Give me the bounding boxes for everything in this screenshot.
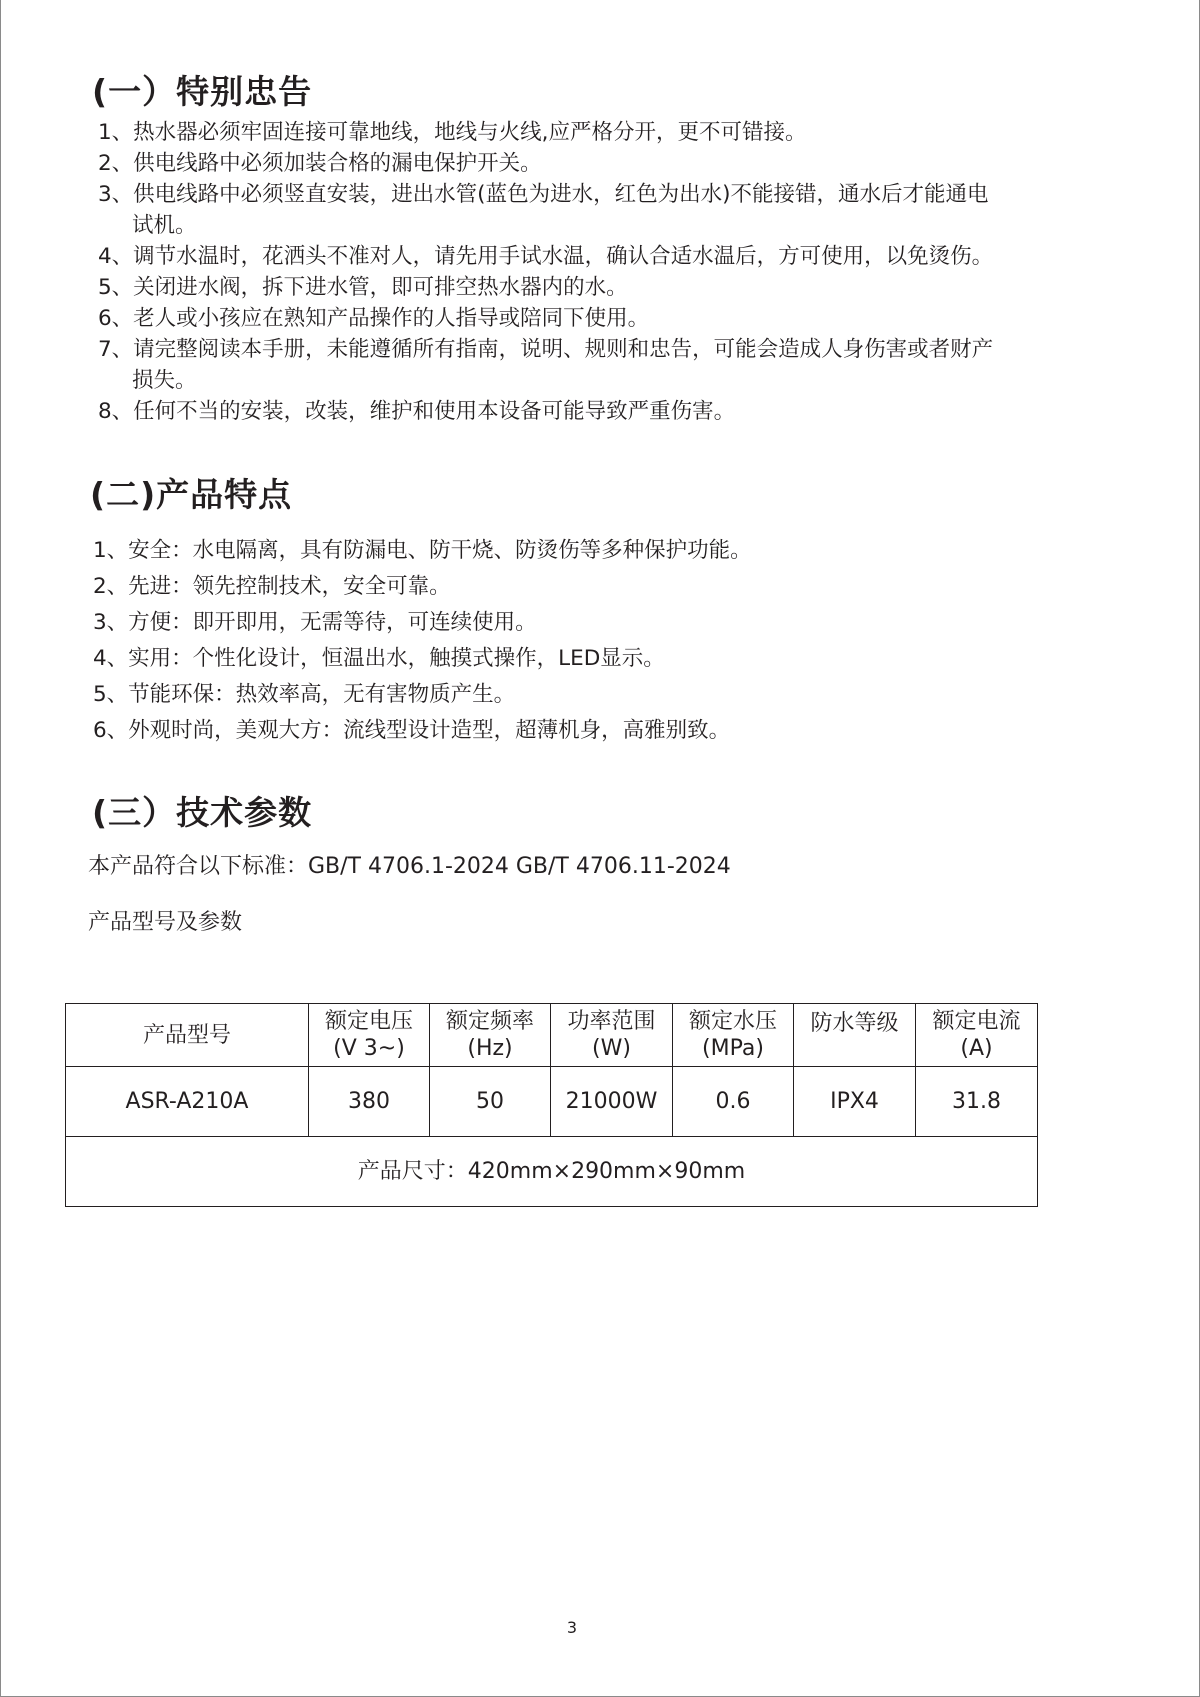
feature-item: 1、安全：水电隔离，具有防漏电、防干烧、防烫伤等多种保护功能。 bbox=[93, 538, 752, 563]
cell-current: 31.8 bbox=[916, 1067, 1038, 1137]
feature-item: 5、节能环保：热效率高，无有害物质产生。 bbox=[93, 682, 516, 707]
warning-item: 8、任何不当的安装，改装，维护和使用本设备可能导致严重伤害。 bbox=[98, 399, 736, 424]
feature-item: 2、先进：领先控制技术，安全可靠。 bbox=[93, 574, 451, 599]
header-cell-current: 额定电流 (A) bbox=[916, 1004, 1038, 1067]
feature-item: 3、方便：即开即用，无需等待，可连续使用。 bbox=[93, 610, 537, 635]
header-cell-pressure: 额定水压 (MPa) bbox=[673, 1004, 794, 1067]
header-cell-model: 产品型号 bbox=[66, 1004, 309, 1067]
standard-statement: 本产品符合以下标准：GB/T 4706.1-2024 GB/T 4706.11-2024 bbox=[88, 854, 731, 879]
header-cell-voltage: 额定电压 (V 3~) bbox=[309, 1004, 430, 1067]
section-title-warnings: (一）特别忠告 bbox=[92, 72, 313, 111]
section-title-features: (二)产品特点 bbox=[90, 475, 293, 514]
warning-item: 4、调节水温时，花洒头不准对人，请先用手试水温，确认合适水温后，方可使用，以免烫伤。 bbox=[98, 244, 994, 269]
header-cell-frequency: 额定频率 (Hz) bbox=[430, 1004, 551, 1067]
table-header-row bbox=[66, 1004, 1038, 1067]
header-cell-waterproof: 防水等级 bbox=[794, 1004, 916, 1067]
cell-waterproof: IPX4 bbox=[794, 1067, 916, 1137]
cell-power: 21000W bbox=[551, 1067, 673, 1137]
spec-table bbox=[65, 1003, 1038, 1207]
warning-item-continued: 损失。 bbox=[132, 368, 197, 393]
warning-item: 3、供电线路中必须竖直安装，进出水管(蓝色为进水，红色为出水)不能接错，通水后才能通电 bbox=[98, 182, 989, 207]
cell-frequency: 50 bbox=[430, 1067, 551, 1137]
table-caption: 产品型号及参数 bbox=[88, 910, 243, 935]
page-number: 3 bbox=[566, 1618, 578, 1637]
warning-item-continued: 试机。 bbox=[132, 213, 197, 238]
section-title-specs: (三）技术参数 bbox=[92, 793, 313, 832]
feature-item: 6、外观时尚，美观大方：流线型设计造型，超薄机身，高雅别致。 bbox=[93, 718, 731, 743]
feature-item: 4、实用：个性化设计，恒温出水，触摸式操作，LED显示。 bbox=[93, 646, 665, 671]
warning-item: 6、老人或小孩应在熟知产品操作的人指导或陪同下使用。 bbox=[98, 306, 650, 331]
warning-item: 7、请完整阅读本手册，未能遵循所有指南，说明、规则和忠告，可能会造成人身伤害或者财产 bbox=[98, 337, 994, 362]
warning-item: 5、关闭进水阀，拆下进水管，即可排空热水器内的水。 bbox=[98, 275, 628, 300]
cell-pressure: 0.6 bbox=[673, 1067, 794, 1137]
header-cell-power: 功率范围 (W) bbox=[551, 1004, 673, 1067]
warning-item: 1、热水器必须牢固连接可靠地线，地线与火线,应严格分开，更不可错接。 bbox=[98, 120, 807, 145]
table-footer-row bbox=[66, 1137, 1038, 1207]
cell-voltage: 380 bbox=[309, 1067, 430, 1137]
table-row bbox=[66, 1067, 1038, 1137]
warning-item: 2、供电线路中必须加装合格的漏电保护开关。 bbox=[98, 151, 542, 176]
cell-model: ASR-A210A bbox=[66, 1067, 309, 1137]
cell-dimensions: 产品尺寸：420mm×290mm×90mm bbox=[66, 1137, 1038, 1207]
